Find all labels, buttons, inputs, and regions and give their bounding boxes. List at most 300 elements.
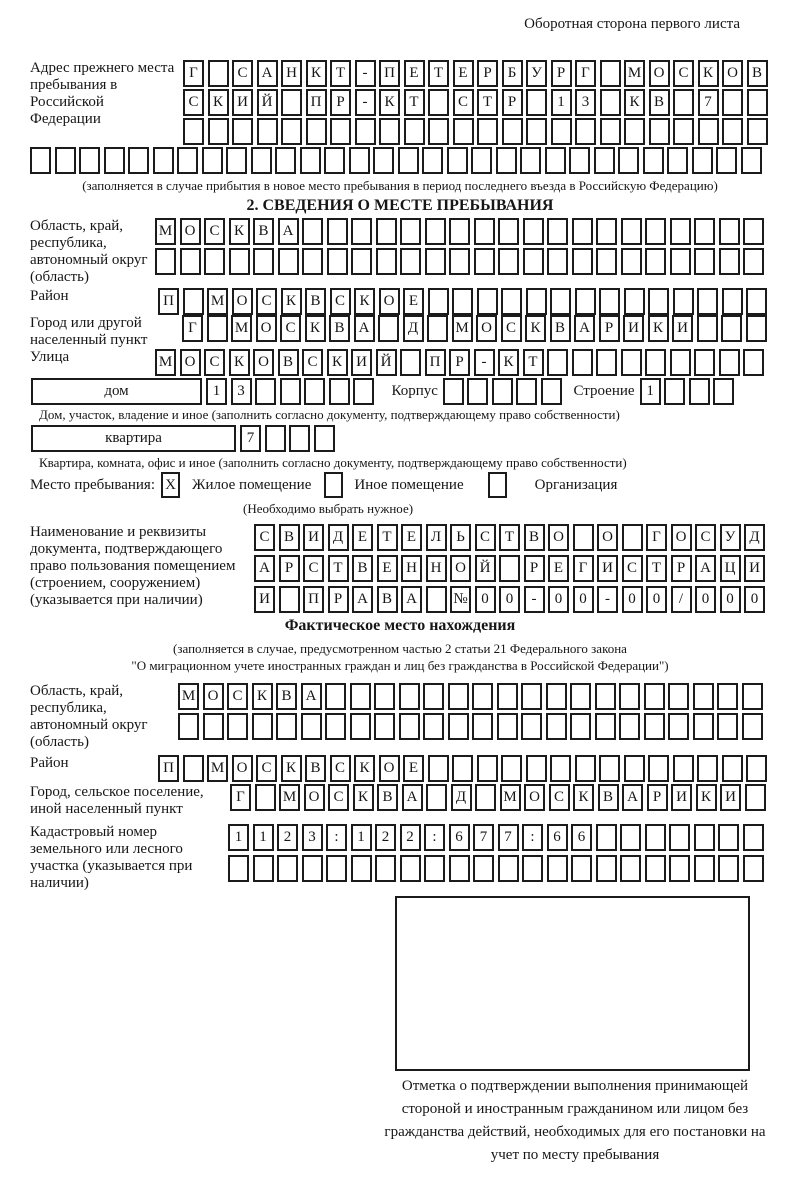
- char-cell[interactable]: [600, 60, 621, 87]
- char-cell[interactable]: 0: [695, 586, 716, 613]
- char-cell[interactable]: [276, 713, 297, 740]
- char-cell[interactable]: Р: [671, 555, 692, 582]
- char-cell[interactable]: [694, 824, 715, 851]
- char-cell[interactable]: К: [696, 784, 717, 811]
- char-cell[interactable]: [596, 248, 617, 275]
- char-cell[interactable]: Р: [502, 89, 523, 116]
- char-cell[interactable]: [522, 855, 543, 882]
- char-cell[interactable]: -: [597, 586, 618, 613]
- char-cell[interactable]: [547, 248, 568, 275]
- char-cell[interactable]: [595, 713, 616, 740]
- char-cell[interactable]: Т: [646, 555, 667, 582]
- char-cell[interactable]: Г: [646, 524, 667, 551]
- char-cell[interactable]: [722, 755, 743, 782]
- char-cell[interactable]: 0: [622, 586, 643, 613]
- char-cell[interactable]: С: [475, 524, 496, 551]
- char-cell[interactable]: Т: [499, 524, 520, 551]
- char-cell[interactable]: М: [279, 784, 300, 811]
- char-cell[interactable]: [208, 60, 229, 87]
- char-cell[interactable]: [668, 683, 689, 710]
- char-cell[interactable]: [743, 824, 764, 851]
- char-cell[interactable]: [183, 755, 204, 782]
- char-cell[interactable]: И: [351, 349, 372, 376]
- char-cell[interactable]: [477, 118, 498, 145]
- char-cell[interactable]: [599, 755, 620, 782]
- char-cell[interactable]: Р: [330, 89, 351, 116]
- char-cell[interactable]: [747, 118, 768, 145]
- char-cell[interactable]: [743, 218, 764, 245]
- char-cell[interactable]: В: [524, 524, 545, 551]
- char-cell[interactable]: [523, 248, 544, 275]
- char-cell[interactable]: А: [574, 315, 595, 342]
- char-cell[interactable]: И: [720, 784, 741, 811]
- char-cell[interactable]: [694, 855, 715, 882]
- char-cell[interactable]: В: [278, 349, 299, 376]
- char-cell[interactable]: [694, 218, 715, 245]
- char-cell[interactable]: [620, 855, 641, 882]
- char-cell[interactable]: [400, 248, 421, 275]
- char-cell[interactable]: Л: [426, 524, 447, 551]
- char-cell[interactable]: О: [649, 60, 670, 87]
- char-cell[interactable]: В: [276, 683, 297, 710]
- char-cell[interactable]: [526, 89, 547, 116]
- char-cell[interactable]: [327, 248, 348, 275]
- char-cell[interactable]: [349, 147, 370, 174]
- char-cell[interactable]: О: [548, 524, 569, 551]
- char-cell[interactable]: К: [525, 315, 546, 342]
- char-cell[interactable]: [547, 855, 568, 882]
- char-cell[interactable]: [203, 713, 224, 740]
- char-cell[interactable]: П: [158, 288, 179, 315]
- char-cell[interactable]: [207, 315, 228, 342]
- char-cell[interactable]: [526, 755, 547, 782]
- char-cell[interactable]: [399, 683, 420, 710]
- char-cell[interactable]: [425, 218, 446, 245]
- char-cell[interactable]: А: [352, 586, 373, 613]
- char-cell[interactable]: [620, 824, 641, 851]
- char-cell[interactable]: [624, 288, 645, 315]
- char-cell[interactable]: К: [573, 784, 594, 811]
- char-cell[interactable]: Е: [352, 524, 373, 551]
- char-cell[interactable]: Р: [477, 60, 498, 87]
- char-cell[interactable]: [253, 855, 274, 882]
- char-cell[interactable]: У: [526, 60, 547, 87]
- char-cell[interactable]: [255, 784, 276, 811]
- char-cell[interactable]: О: [253, 349, 274, 376]
- char-cell[interactable]: [55, 147, 76, 174]
- char-cell[interactable]: [178, 713, 199, 740]
- char-cell[interactable]: [350, 713, 371, 740]
- char-cell[interactable]: [376, 248, 397, 275]
- char-cell[interactable]: В: [550, 315, 571, 342]
- char-cell[interactable]: [453, 118, 474, 145]
- char-cell[interactable]: [621, 248, 642, 275]
- char-cell[interactable]: [572, 218, 593, 245]
- char-cell[interactable]: [202, 147, 223, 174]
- char-cell[interactable]: Г: [183, 60, 204, 87]
- char-cell[interactable]: Д: [403, 315, 424, 342]
- char-cell[interactable]: -: [474, 349, 495, 376]
- char-cell[interactable]: [550, 755, 571, 782]
- char-cell[interactable]: 0: [744, 586, 765, 613]
- char-cell[interactable]: [472, 683, 493, 710]
- char-cell[interactable]: 1: [228, 824, 249, 851]
- char-cell[interactable]: [428, 89, 449, 116]
- char-cell[interactable]: [378, 315, 399, 342]
- char-cell[interactable]: Г: [573, 555, 594, 582]
- char-cell[interactable]: К: [327, 349, 348, 376]
- char-cell[interactable]: Е: [548, 555, 569, 582]
- char-cell[interactable]: Д: [744, 524, 765, 551]
- char-cell[interactable]: [304, 378, 325, 405]
- char-cell[interactable]: -: [355, 60, 376, 87]
- char-cell[interactable]: Р: [449, 349, 470, 376]
- char-cell[interactable]: [622, 524, 643, 551]
- char-cell[interactable]: [645, 855, 666, 882]
- char-cell[interactable]: [501, 755, 522, 782]
- char-cell[interactable]: [600, 118, 621, 145]
- char-cell[interactable]: [670, 248, 691, 275]
- char-cell[interactable]: [351, 248, 372, 275]
- char-cell[interactable]: К: [498, 349, 519, 376]
- char-cell[interactable]: М: [155, 349, 176, 376]
- checkbox-organization[interactable]: [488, 472, 507, 498]
- char-cell[interactable]: [424, 855, 445, 882]
- char-cell[interactable]: М: [500, 784, 521, 811]
- char-cell[interactable]: А: [254, 555, 275, 582]
- char-cell[interactable]: И: [671, 784, 692, 811]
- char-cell[interactable]: [426, 586, 447, 613]
- char-cell[interactable]: 0: [573, 586, 594, 613]
- char-cell[interactable]: 6: [571, 824, 592, 851]
- char-cell[interactable]: [472, 713, 493, 740]
- char-cell[interactable]: Е: [403, 288, 424, 315]
- char-cell[interactable]: А: [401, 586, 422, 613]
- char-cell[interactable]: [594, 147, 615, 174]
- char-cell[interactable]: Т: [404, 89, 425, 116]
- char-cell[interactable]: [692, 147, 713, 174]
- checkbox-other-premises[interactable]: [324, 472, 343, 498]
- char-cell[interactable]: [526, 288, 547, 315]
- char-cell[interactable]: [669, 824, 690, 851]
- char-cell[interactable]: [208, 118, 229, 145]
- char-cell[interactable]: М: [178, 683, 199, 710]
- char-cell[interactable]: В: [598, 784, 619, 811]
- char-cell[interactable]: К: [698, 60, 719, 87]
- char-cell[interactable]: [306, 118, 327, 145]
- char-cell[interactable]: [619, 683, 640, 710]
- char-cell[interactable]: И: [623, 315, 644, 342]
- char-cell[interactable]: [716, 147, 737, 174]
- char-cell[interactable]: Н: [281, 60, 302, 87]
- char-cell[interactable]: [155, 248, 176, 275]
- char-cell[interactable]: :: [522, 824, 543, 851]
- char-cell[interactable]: К: [648, 315, 669, 342]
- char-cell[interactable]: [400, 218, 421, 245]
- char-cell[interactable]: [499, 555, 520, 582]
- char-cell[interactable]: [302, 855, 323, 882]
- char-cell[interactable]: 6: [547, 824, 568, 851]
- char-cell[interactable]: Б: [502, 60, 523, 87]
- char-cell[interactable]: [621, 218, 642, 245]
- char-cell[interactable]: [281, 118, 302, 145]
- char-cell[interactable]: Д: [328, 524, 349, 551]
- char-cell[interactable]: А: [354, 315, 375, 342]
- char-cell[interactable]: [648, 288, 669, 315]
- char-cell[interactable]: [596, 824, 617, 851]
- char-cell[interactable]: [257, 118, 278, 145]
- char-cell[interactable]: С: [501, 315, 522, 342]
- char-cell[interactable]: С: [303, 555, 324, 582]
- char-cell[interactable]: [521, 683, 542, 710]
- char-cell[interactable]: К: [306, 60, 327, 87]
- char-cell[interactable]: [717, 713, 738, 740]
- char-cell[interactable]: О: [180, 218, 201, 245]
- char-cell[interactable]: В: [329, 315, 350, 342]
- char-cell[interactable]: [30, 147, 51, 174]
- char-cell[interactable]: [467, 378, 488, 405]
- char-cell[interactable]: И: [597, 555, 618, 582]
- char-cell[interactable]: 1: [640, 378, 661, 405]
- char-cell[interactable]: В: [649, 89, 670, 116]
- char-cell[interactable]: [673, 118, 694, 145]
- char-cell[interactable]: [404, 118, 425, 145]
- char-cell[interactable]: [302, 218, 323, 245]
- char-cell[interactable]: [498, 218, 519, 245]
- char-cell[interactable]: [673, 755, 694, 782]
- char-cell[interactable]: [693, 683, 714, 710]
- char-cell[interactable]: [649, 118, 670, 145]
- char-cell[interactable]: Г: [230, 784, 251, 811]
- char-cell[interactable]: [326, 855, 347, 882]
- char-cell[interactable]: Н: [401, 555, 422, 582]
- char-cell[interactable]: [428, 288, 449, 315]
- char-cell[interactable]: [713, 378, 734, 405]
- char-cell[interactable]: А: [278, 218, 299, 245]
- char-cell[interactable]: С: [549, 784, 570, 811]
- char-cell[interactable]: С: [622, 555, 643, 582]
- char-cell[interactable]: С: [673, 60, 694, 87]
- char-cell[interactable]: [747, 89, 768, 116]
- char-cell[interactable]: 7: [498, 824, 519, 851]
- char-cell[interactable]: Й: [475, 555, 496, 582]
- char-cell[interactable]: [501, 288, 522, 315]
- char-cell[interactable]: Т: [328, 555, 349, 582]
- char-cell[interactable]: О: [450, 555, 471, 582]
- char-cell[interactable]: 1: [253, 824, 274, 851]
- char-cell[interactable]: К: [354, 755, 375, 782]
- char-cell[interactable]: [226, 147, 247, 174]
- char-cell[interactable]: [227, 713, 248, 740]
- char-cell[interactable]: [572, 248, 593, 275]
- char-cell[interactable]: [452, 288, 473, 315]
- char-cell[interactable]: Р: [279, 555, 300, 582]
- char-cell[interactable]: [251, 147, 272, 174]
- char-cell[interactable]: [477, 288, 498, 315]
- char-cell[interactable]: 3: [575, 89, 596, 116]
- char-cell[interactable]: [645, 349, 666, 376]
- char-cell[interactable]: [330, 118, 351, 145]
- char-cell[interactable]: [177, 147, 198, 174]
- char-cell[interactable]: [719, 349, 740, 376]
- char-cell[interactable]: [289, 425, 310, 452]
- char-cell[interactable]: -: [524, 586, 545, 613]
- char-cell[interactable]: [575, 288, 596, 315]
- char-cell[interactable]: [669, 855, 690, 882]
- char-cell[interactable]: [425, 248, 446, 275]
- char-cell[interactable]: [541, 378, 562, 405]
- char-cell[interactable]: С: [330, 288, 351, 315]
- char-cell[interactable]: [355, 118, 376, 145]
- char-cell[interactable]: [521, 713, 542, 740]
- char-cell[interactable]: [643, 147, 664, 174]
- char-cell[interactable]: [475, 784, 496, 811]
- char-cell[interactable]: [497, 683, 518, 710]
- char-cell[interactable]: [670, 349, 691, 376]
- char-cell[interactable]: Е: [377, 555, 398, 582]
- char-cell[interactable]: [428, 118, 449, 145]
- char-cell[interactable]: [422, 147, 443, 174]
- char-cell[interactable]: [448, 713, 469, 740]
- char-cell[interactable]: М: [207, 755, 228, 782]
- char-cell[interactable]: [449, 218, 470, 245]
- char-cell[interactable]: [302, 248, 323, 275]
- char-cell[interactable]: [722, 118, 743, 145]
- char-cell[interactable]: [351, 218, 372, 245]
- char-cell[interactable]: [448, 683, 469, 710]
- char-cell[interactable]: [550, 288, 571, 315]
- char-cell[interactable]: [183, 118, 204, 145]
- char-cell[interactable]: [621, 349, 642, 376]
- char-cell[interactable]: [575, 118, 596, 145]
- char-cell[interactable]: Р: [551, 60, 572, 87]
- char-cell[interactable]: [474, 218, 495, 245]
- char-cell[interactable]: [721, 315, 742, 342]
- char-cell[interactable]: [400, 855, 421, 882]
- char-cell[interactable]: [719, 218, 740, 245]
- char-cell[interactable]: Т: [523, 349, 544, 376]
- char-cell[interactable]: [694, 248, 715, 275]
- char-cell[interactable]: [717, 683, 738, 710]
- char-cell[interactable]: М: [231, 315, 252, 342]
- char-cell[interactable]: [314, 425, 335, 452]
- char-cell[interactable]: [443, 378, 464, 405]
- char-cell[interactable]: Р: [647, 784, 668, 811]
- char-cell[interactable]: 0: [646, 586, 667, 613]
- char-cell[interactable]: [400, 349, 421, 376]
- char-cell[interactable]: [104, 147, 125, 174]
- char-cell[interactable]: Т: [377, 524, 398, 551]
- char-cell[interactable]: И: [254, 586, 275, 613]
- char-cell[interactable]: С: [232, 60, 253, 87]
- char-cell[interactable]: [746, 755, 767, 782]
- char-cell[interactable]: К: [229, 349, 250, 376]
- char-cell[interactable]: К: [281, 288, 302, 315]
- char-cell[interactable]: [228, 855, 249, 882]
- char-cell[interactable]: Р: [524, 555, 545, 582]
- char-cell[interactable]: Ь: [450, 524, 471, 551]
- char-cell[interactable]: С: [204, 349, 225, 376]
- char-cell[interactable]: 1: [206, 378, 227, 405]
- char-cell[interactable]: [624, 118, 645, 145]
- char-cell[interactable]: О: [232, 755, 253, 782]
- char-cell[interactable]: 1: [351, 824, 372, 851]
- char-cell[interactable]: С: [227, 683, 248, 710]
- char-cell[interactable]: С: [453, 89, 474, 116]
- char-cell[interactable]: Г: [182, 315, 203, 342]
- char-cell[interactable]: [648, 755, 669, 782]
- char-cell[interactable]: [492, 378, 513, 405]
- char-cell[interactable]: [664, 378, 685, 405]
- char-cell[interactable]: [351, 855, 372, 882]
- char-cell[interactable]: О: [203, 683, 224, 710]
- char-cell[interactable]: [449, 248, 470, 275]
- char-cell[interactable]: О: [304, 784, 325, 811]
- char-cell[interactable]: [324, 147, 345, 174]
- char-cell[interactable]: [694, 349, 715, 376]
- char-cell[interactable]: [375, 855, 396, 882]
- char-cell[interactable]: [545, 147, 566, 174]
- char-cell[interactable]: 0: [720, 586, 741, 613]
- char-cell[interactable]: 2: [277, 824, 298, 851]
- char-cell[interactable]: С: [256, 288, 277, 315]
- char-cell[interactable]: [742, 713, 763, 740]
- char-cell[interactable]: 1: [551, 89, 572, 116]
- char-cell[interactable]: [644, 713, 665, 740]
- char-cell[interactable]: [618, 147, 639, 174]
- char-cell[interactable]: О: [379, 288, 400, 315]
- char-cell[interactable]: К: [624, 89, 645, 116]
- char-cell[interactable]: [399, 713, 420, 740]
- char-cell[interactable]: 2: [375, 824, 396, 851]
- char-cell[interactable]: [498, 855, 519, 882]
- char-cell[interactable]: [667, 147, 688, 174]
- char-cell[interactable]: М: [452, 315, 473, 342]
- checkbox-residential[interactable]: X: [161, 472, 180, 498]
- char-cell[interactable]: [644, 683, 665, 710]
- char-cell[interactable]: [496, 147, 517, 174]
- char-cell[interactable]: [698, 118, 719, 145]
- char-cell[interactable]: [697, 315, 718, 342]
- char-cell[interactable]: Т: [477, 89, 498, 116]
- char-cell[interactable]: К: [353, 784, 374, 811]
- char-cell[interactable]: [745, 784, 766, 811]
- char-cell[interactable]: Р: [599, 315, 620, 342]
- char-cell[interactable]: Й: [376, 349, 397, 376]
- char-cell[interactable]: С: [330, 755, 351, 782]
- char-cell[interactable]: 7: [240, 425, 261, 452]
- char-cell[interactable]: [570, 683, 591, 710]
- char-cell[interactable]: [569, 147, 590, 174]
- char-cell[interactable]: Н: [426, 555, 447, 582]
- char-cell[interactable]: О: [256, 315, 277, 342]
- char-cell[interactable]: [697, 755, 718, 782]
- char-cell[interactable]: [596, 349, 617, 376]
- char-cell[interactable]: 6: [449, 824, 470, 851]
- char-cell[interactable]: [473, 855, 494, 882]
- char-cell[interactable]: [645, 248, 666, 275]
- char-cell[interactable]: [204, 248, 225, 275]
- char-cell[interactable]: В: [253, 218, 274, 245]
- char-cell[interactable]: [329, 378, 350, 405]
- char-cell[interactable]: [281, 89, 302, 116]
- char-cell[interactable]: П: [306, 89, 327, 116]
- char-cell[interactable]: К: [305, 315, 326, 342]
- char-cell[interactable]: [426, 784, 447, 811]
- char-cell[interactable]: В: [305, 755, 326, 782]
- char-cell[interactable]: [373, 147, 394, 174]
- char-cell[interactable]: /: [671, 586, 692, 613]
